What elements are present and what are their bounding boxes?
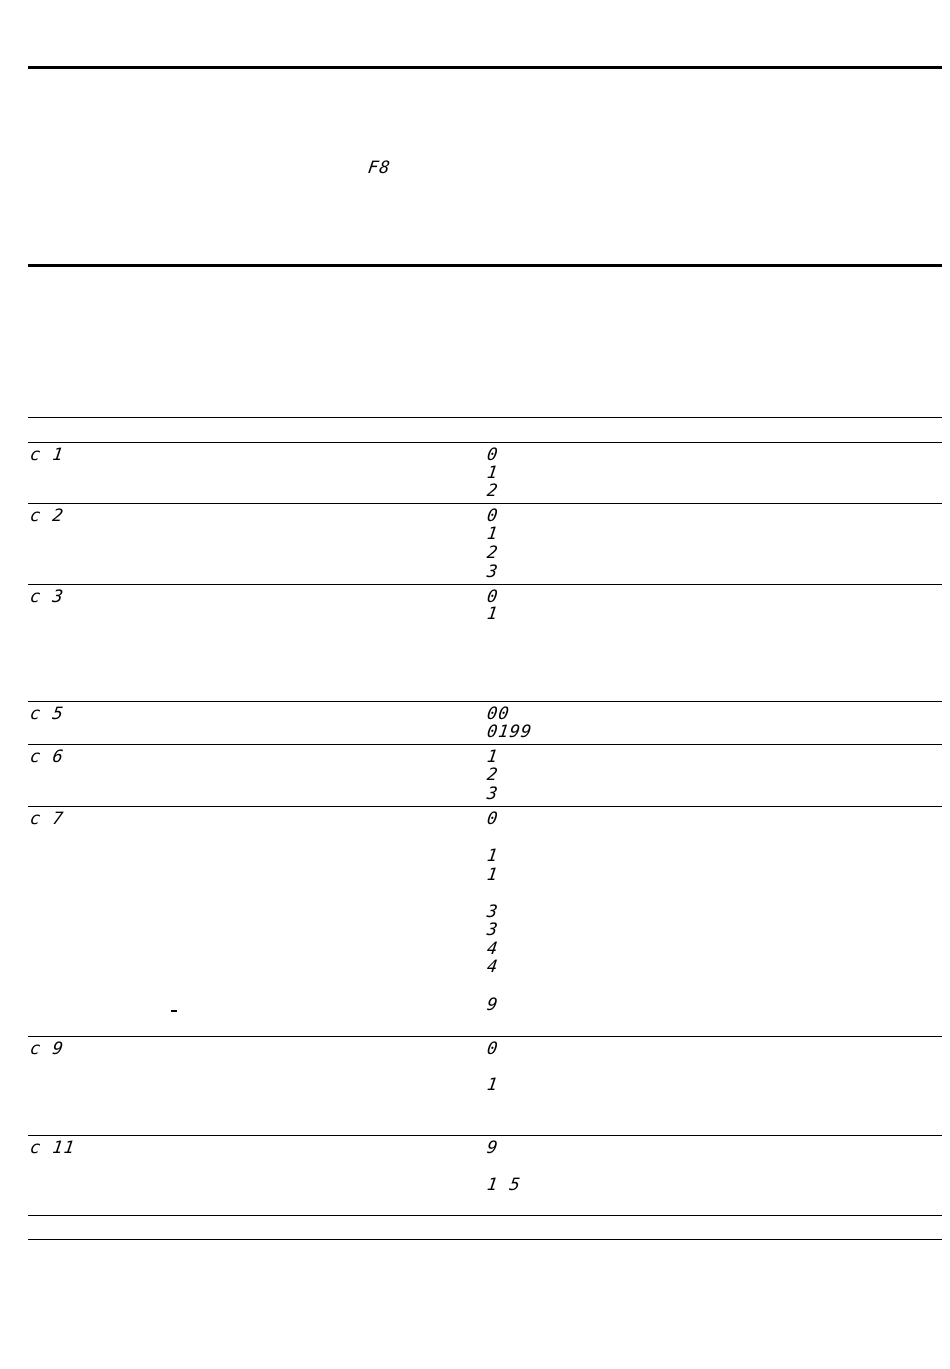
setting-value: 2: [485, 481, 500, 501]
table-row-rule: [28, 806, 942, 807]
setting-value: 0: [485, 506, 500, 526]
setting-code: c 2: [28, 506, 66, 526]
minus-mark: [171, 1010, 177, 1012]
setting-value: 9: [485, 995, 500, 1015]
section-top-rule: [28, 66, 942, 69]
table-row-rule: [28, 1036, 942, 1037]
setting-code: c 7: [28, 809, 66, 829]
setting-value: 3: [485, 902, 500, 922]
setting-value: 00: [485, 704, 511, 724]
setting-code: c 9: [28, 1039, 66, 1059]
setting-value: 1: [485, 747, 500, 767]
setting-value: 1: [485, 524, 500, 544]
setting-value: 0199: [485, 722, 534, 742]
setting-value: 1: [485, 846, 500, 866]
table-bottom-rule: [28, 1239, 942, 1240]
setting-value: 3: [485, 562, 500, 582]
setting-value: 0: [485, 445, 500, 465]
setting-value: 3: [485, 920, 500, 940]
setting-value: 2: [485, 765, 500, 785]
table-row-rule: [28, 584, 942, 585]
setting-code: c 3: [28, 587, 66, 607]
setting-code: c 1: [28, 445, 66, 465]
table-row-rule: [28, 503, 942, 504]
setting-value: 3: [485, 784, 500, 804]
table-row-rule: [28, 744, 942, 745]
table-row-rule: [28, 1215, 942, 1216]
setting-code: c 6: [28, 747, 66, 767]
setting-value: 1: [485, 865, 500, 885]
setting-value: 2: [485, 543, 500, 563]
setting-value: 1 5: [485, 1175, 523, 1195]
setting-value: 1: [485, 604, 500, 624]
setting-value: 4: [485, 957, 500, 977]
setting-value: 0: [485, 587, 500, 607]
table-row-rule: [28, 701, 942, 702]
setting-code: c 11: [28, 1138, 77, 1158]
setting-code: c 5: [28, 704, 66, 724]
setting-value: 4: [485, 939, 500, 959]
table-row-rule: [28, 1135, 942, 1136]
setting-value: 1: [485, 1075, 500, 1095]
table-top-rule: [28, 417, 942, 418]
table-header-rule: [28, 442, 942, 443]
setting-value: 0: [485, 809, 500, 829]
section-divider-rule: [28, 264, 942, 267]
setting-value: 9: [485, 1138, 500, 1158]
error-code-display: F8: [366, 158, 392, 178]
setting-value: 0: [485, 1039, 500, 1059]
setting-value: 1: [485, 463, 500, 483]
